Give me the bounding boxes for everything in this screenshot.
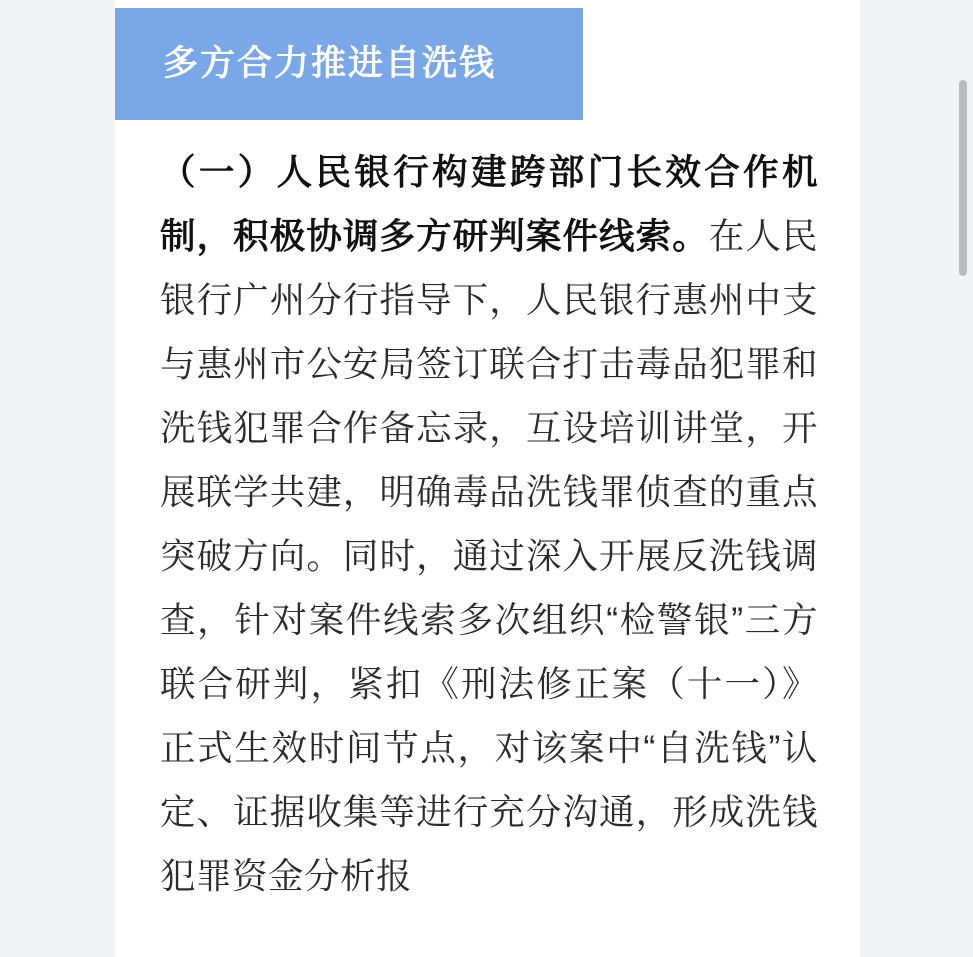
scrollbar-thumb[interactable] bbox=[959, 80, 967, 276]
article-body bbox=[115, 140, 860, 908]
paragraph-1 bbox=[160, 140, 818, 908]
section-heading-text: 多方合力推进自洗钱 bbox=[163, 44, 497, 83]
section-heading-banner bbox=[115, 8, 583, 120]
paragraph-1-lead: （一）人民银行构建跨部门长效合作机制，积极协调多方研判案件线索。 bbox=[160, 152, 818, 256]
paragraph-1-text: 在人民银行广州分行指导下，人民银行惠州中支与惠州市公安局签订联合打击毒品犯罪和洗钱犯罪合作备忘录，互设培训讲堂，开展联学共建，明确毒品洗钱罪侦查的重点突破方向。同时，通过深入开展反洗钱调查，针对案件线索多次组织“检警银”三方联合研判，紧扣《刑法修正案（十一）》正式生效时间节点，对该案中“自洗钱”认定、证据收集等进行充分沟通，形成洗钱犯罪资金分析报 bbox=[160, 216, 818, 896]
scrollbar-track[interactable] bbox=[962, 0, 970, 957]
